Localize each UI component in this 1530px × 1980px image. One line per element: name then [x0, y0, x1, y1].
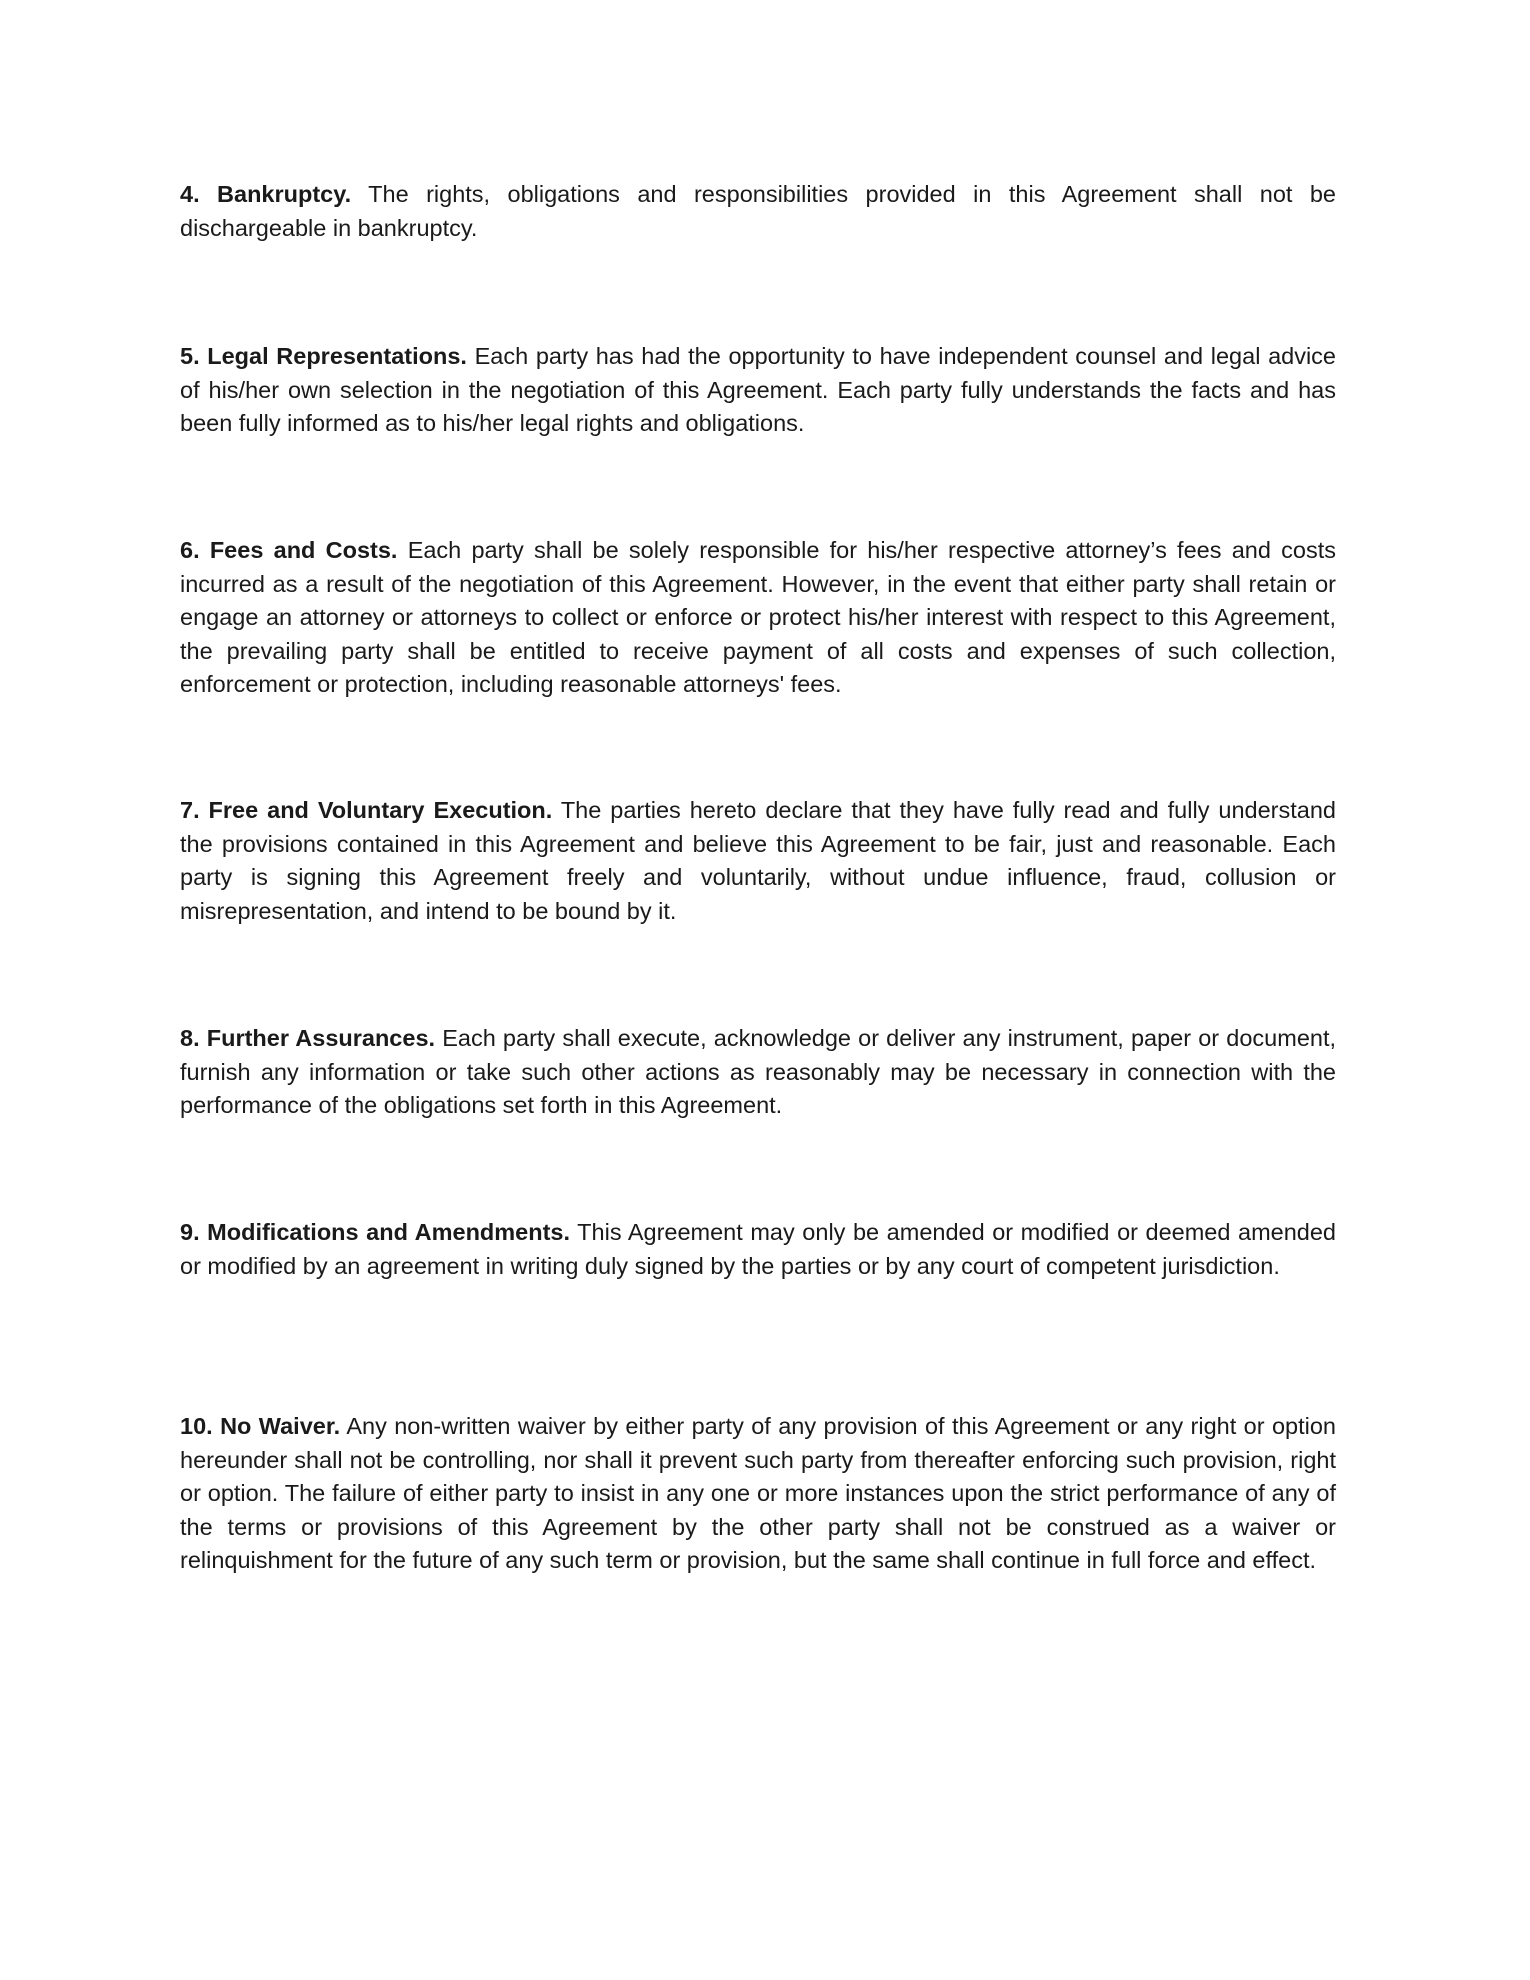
clause-fees-and-costs	[180, 534, 1336, 702]
clause-body: Each party shall be solely responsible for his/her respective attorney’s fees and costs incurred as a result of the negotiation of this Agreement. However, in the event that either party shall retain or engage an attorney or attorneys to collect or enforce or protect his/her interest with respect to this Agreement, the prevailing party shall be entitled to receive payment of all costs and expenses of such collection, enforcement or protection, including reasonable attorneys' fees.	[180, 537, 1336, 697]
clause-body: Any non-written waiver by either party of any provision of this Agreement or any right or option hereunder shall not be controlling, nor shall it prevent such party from thereafter enforcing such provision, right or option. The failure of either party to insist in any one or more instances upon the strict performance of any of the terms or provisions of this Agreement by the other party shall not be construed as a waiver or relinquishment for the future of any such term or provision, but the same shall continue in full force and effect.	[180, 1413, 1336, 1573]
clause-body: Each party shall execute, acknowledge or deliver any instrument, paper or document, furnish any information or take such other actions as reasonably may be necessary in connection with the performance of the obligations set forth in this Agreement.	[180, 1025, 1337, 1118]
clause-bankruptcy	[180, 178, 1336, 245]
clause-heading: 9. Modifications and Amendments.	[180, 1219, 571, 1245]
clause-heading: 5. Legal Representations.	[180, 343, 467, 369]
clause-body: The parties hereto declare that they have fully read and fully understand the provisions contained in this Agreement and believe this Agreement to be fair, just and reasonable. Each party is signing this Agreement freely and voluntarily, without undue influence, fraud, collusion or misrepresentation, and intend to be bound by it.	[180, 797, 1336, 924]
clause-heading: 7. Free and Voluntary Execution.	[180, 797, 553, 823]
clause-heading: 10. No Waiver.	[180, 1413, 341, 1439]
clause-heading: 6. Fees and Costs.	[180, 537, 398, 563]
clause-body: The rights, obligations and responsibilities provided in this Agreement shall not be dischargeable in bankruptcy.	[180, 181, 1337, 241]
clause-modifications-and-amendments	[180, 1216, 1336, 1283]
clause-free-and-voluntary-execution	[180, 794, 1336, 928]
clause-body: Each party has had the opportunity to have independent counsel and legal advice of his/her own selection in the negotiation of this Agreement. Each party fully understands the facts and has been fully informed as to his/her legal rights and obligations.	[180, 343, 1337, 436]
clause-further-assurances	[180, 1022, 1336, 1123]
clause-legal-representations	[180, 340, 1336, 441]
clause-no-waiver	[180, 1410, 1336, 1578]
clause-heading: 8. Further Assurances.	[180, 1025, 436, 1051]
clause-heading: 4. Bankruptcy.	[180, 181, 352, 207]
clause-body: This Agreement may only be amended or modified or deemed amended or modified by an agreement in writing duly signed by the parties or by any court of competent jurisdiction.	[180, 1219, 1336, 1279]
